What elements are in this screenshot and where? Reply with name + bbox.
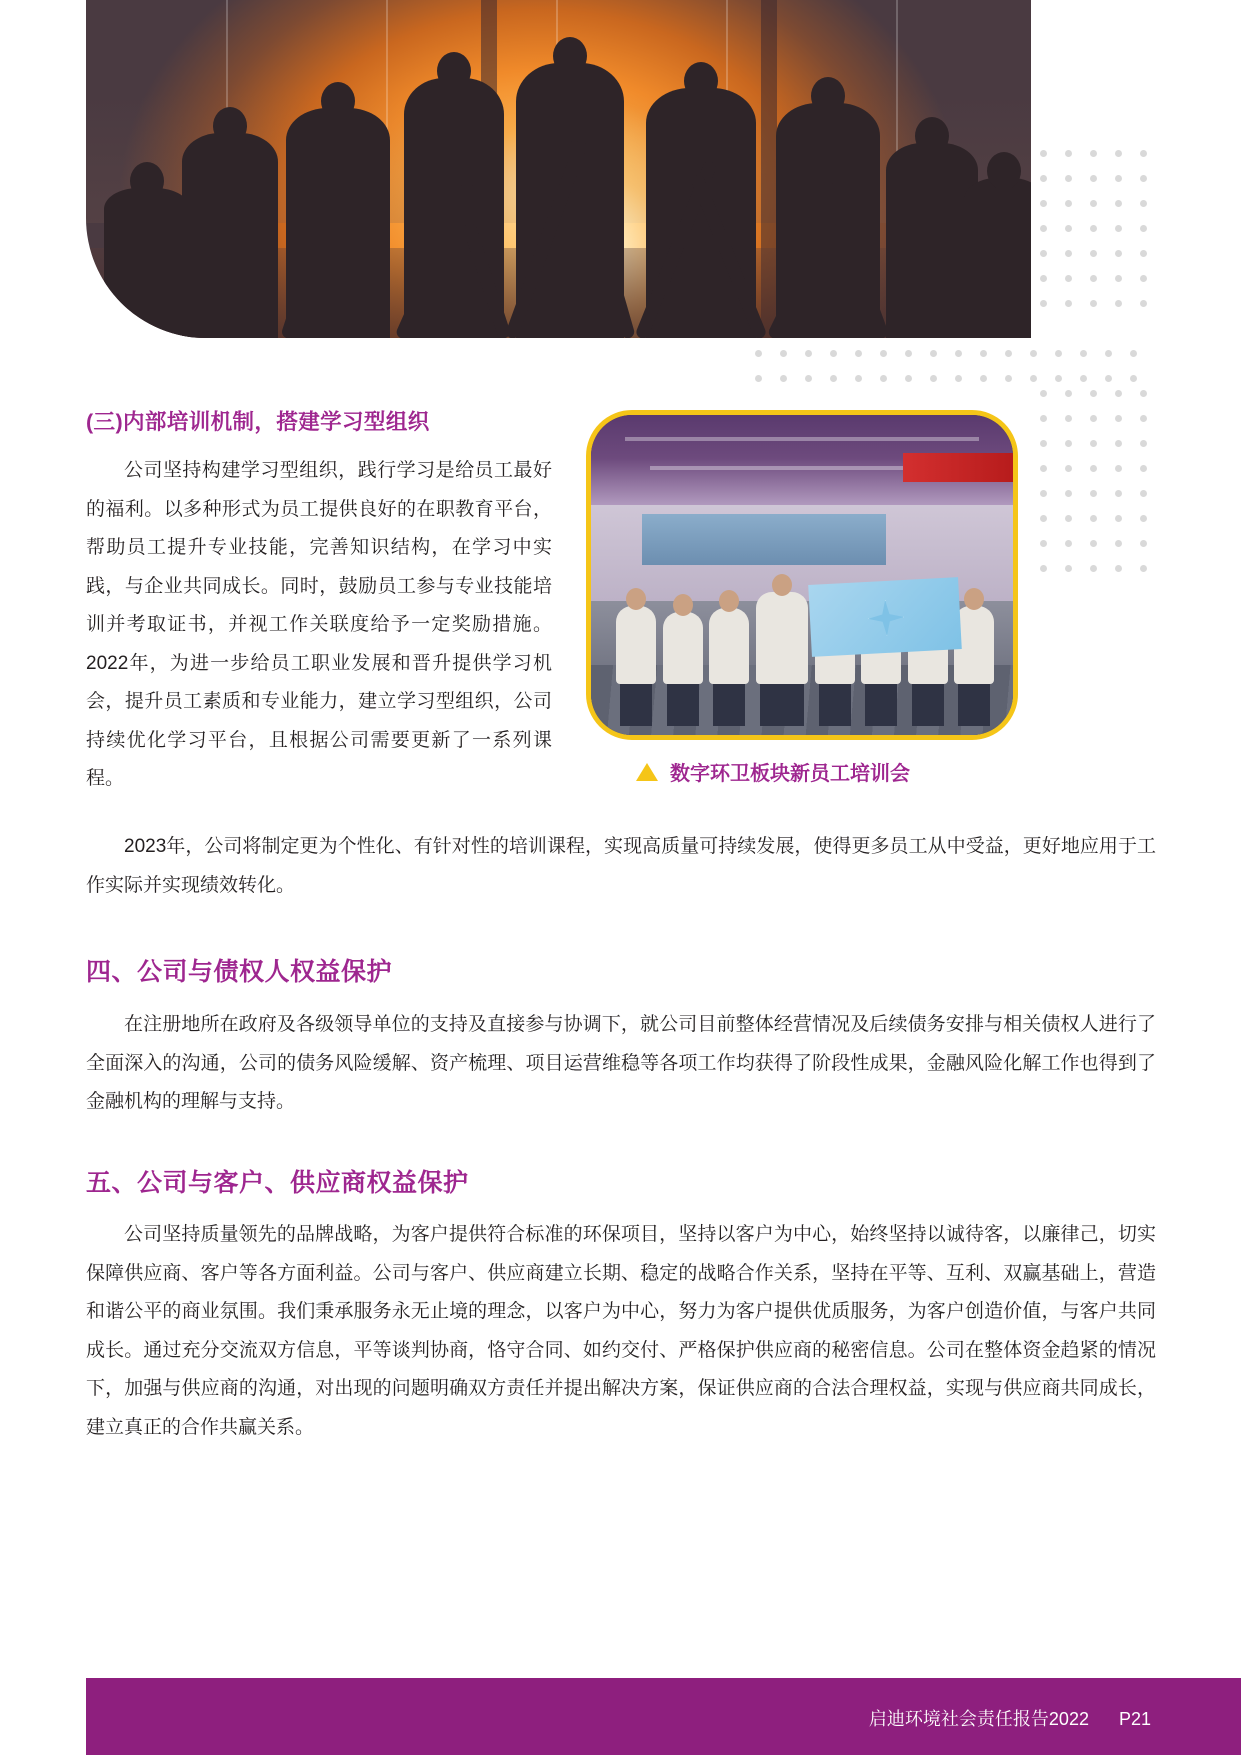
section-five-body: 公司坚持质量领先的品牌战略，为客户提供符合标准的环保项目，坚持以客户为中心，始终坚持以诚待客，以廉律己，切实保障供应商、客户等各方面利益。公司与客户、供应商建立长期、稳定的战略合作关系，坚持在平等、互利、双赢基础上，营造和谐公平的商业氛围。我们秉承服务永无止境的理念，以客户为中心，努力为客户提供优质服务，为客户创造价值，与客户共同成长。通过充分交流双方信息，平等谈判协商，恪守合同、如约交付、严格保护供应商的秘密信息。公司在整体资金趋紧的情况下，加强与供应商的沟通，对出现的问题明确双方责任并提出解决方案，保证供应商的合法合理权益，实现与供应商共同成长，建立真正的合作共赢关系。: [86, 1224, 1156, 1438]
section-heading-four: 四、公司与债权人权益保护: [86, 958, 393, 986]
arm-shape: [280, 241, 323, 338]
head-shape: [437, 52, 471, 90]
person-silhouette: [964, 178, 1031, 338]
person-silhouette: [286, 108, 390, 338]
decorative-dot-grid: [1040, 390, 1147, 572]
training-meeting-photo: [586, 410, 1018, 740]
head-shape: [987, 152, 1021, 190]
head-shape: [553, 37, 587, 75]
decorative-dot-grid: [1040, 150, 1147, 307]
person-in-photo: [663, 612, 703, 684]
red-banner: [903, 453, 1013, 482]
arm-shape: [767, 200, 844, 338]
training-outlook-paragraph: 2023年，公司将制定更为个性化、有针对性的培训课程，实现高质量可持续发展，使得更多员工从中受益，更好地应用于工作实际并实现绩效转化。: [86, 836, 1156, 896]
person-silhouette: [182, 133, 278, 338]
head-shape: [213, 107, 247, 145]
arm-shape: [690, 173, 768, 338]
section-heading-three: (三)内部培训机制，搭建学习型组织: [86, 410, 430, 434]
triangle-bullet-icon: [636, 763, 658, 781]
footer-text-group: [869, 1705, 1151, 1731]
decorative-dot-grid: [755, 350, 1137, 382]
star-emblem: [868, 599, 906, 637]
person-silhouette-raising-arms: [776, 103, 880, 338]
arm-shape: [821, 181, 890, 338]
photo-caption-text: 数字环卫板块新员工培训会: [670, 763, 910, 785]
section-three-body: 公司坚持构建学习型组织，践行学习是给员工最好的福利。以多种形式为员工提供良好的在职教育平台，帮助员工提升专业技能，完善知识结构，在学习中实践，与企业共同成长。同时，鼓励员工参与专业技能培训并考取证书，并视工作关联度给予一定奖励措施。2022年，为进一步给员工职业发展和晋升提供学习机会，提升员工素质和专业能力，建立学习型组织，公司持续优化学习平台，且根据公司需要更新了一系列课程。: [86, 460, 552, 789]
hero-image: [86, 0, 1031, 338]
footer-page-number: P21: [1118, 1709, 1151, 1729]
person-silhouette: [104, 188, 190, 338]
footer-report-title: 启迪环境社会责任报告2022: [868, 1709, 1089, 1729]
footer-left-white-block: [0, 1678, 86, 1755]
person-silhouette-raising-arms: [516, 63, 624, 338]
person-silhouette-raising-arms: [404, 78, 504, 338]
section-four-body: 在注册地所在政府及各级领导单位的支持及直接参与协调下，就公司目前整体经营情况及后续债务安排与相关债权人进行了全面深入的沟通，公司的债务风险缓解、资产梳理、项目运营维稳等各项工作均获得了阶段性成果，金融风险化解工作也得到了金融机构的理解与支持。: [86, 1014, 1156, 1112]
section-heading-five: 五、公司与客户、供应商权益保护: [86, 1169, 469, 1197]
person-in-photo-center: [756, 592, 808, 684]
presentation-screen: [642, 514, 887, 565]
left-margin-gutter: [0, 0, 86, 338]
person-in-photo: [709, 608, 749, 684]
arm-shape: [395, 180, 476, 338]
head-shape: [684, 62, 718, 100]
head-shape: [811, 77, 845, 115]
person-silhouette-raising-arms: [646, 88, 756, 338]
head-shape: [915, 117, 949, 155]
photo-caption: [636, 757, 910, 786]
person-in-photo: [616, 606, 656, 684]
ceiling-light-strip: [625, 437, 979, 441]
head-shape: [130, 162, 164, 200]
head-shape: [321, 82, 355, 120]
blue-banner-held-by-staff: [809, 578, 963, 658]
